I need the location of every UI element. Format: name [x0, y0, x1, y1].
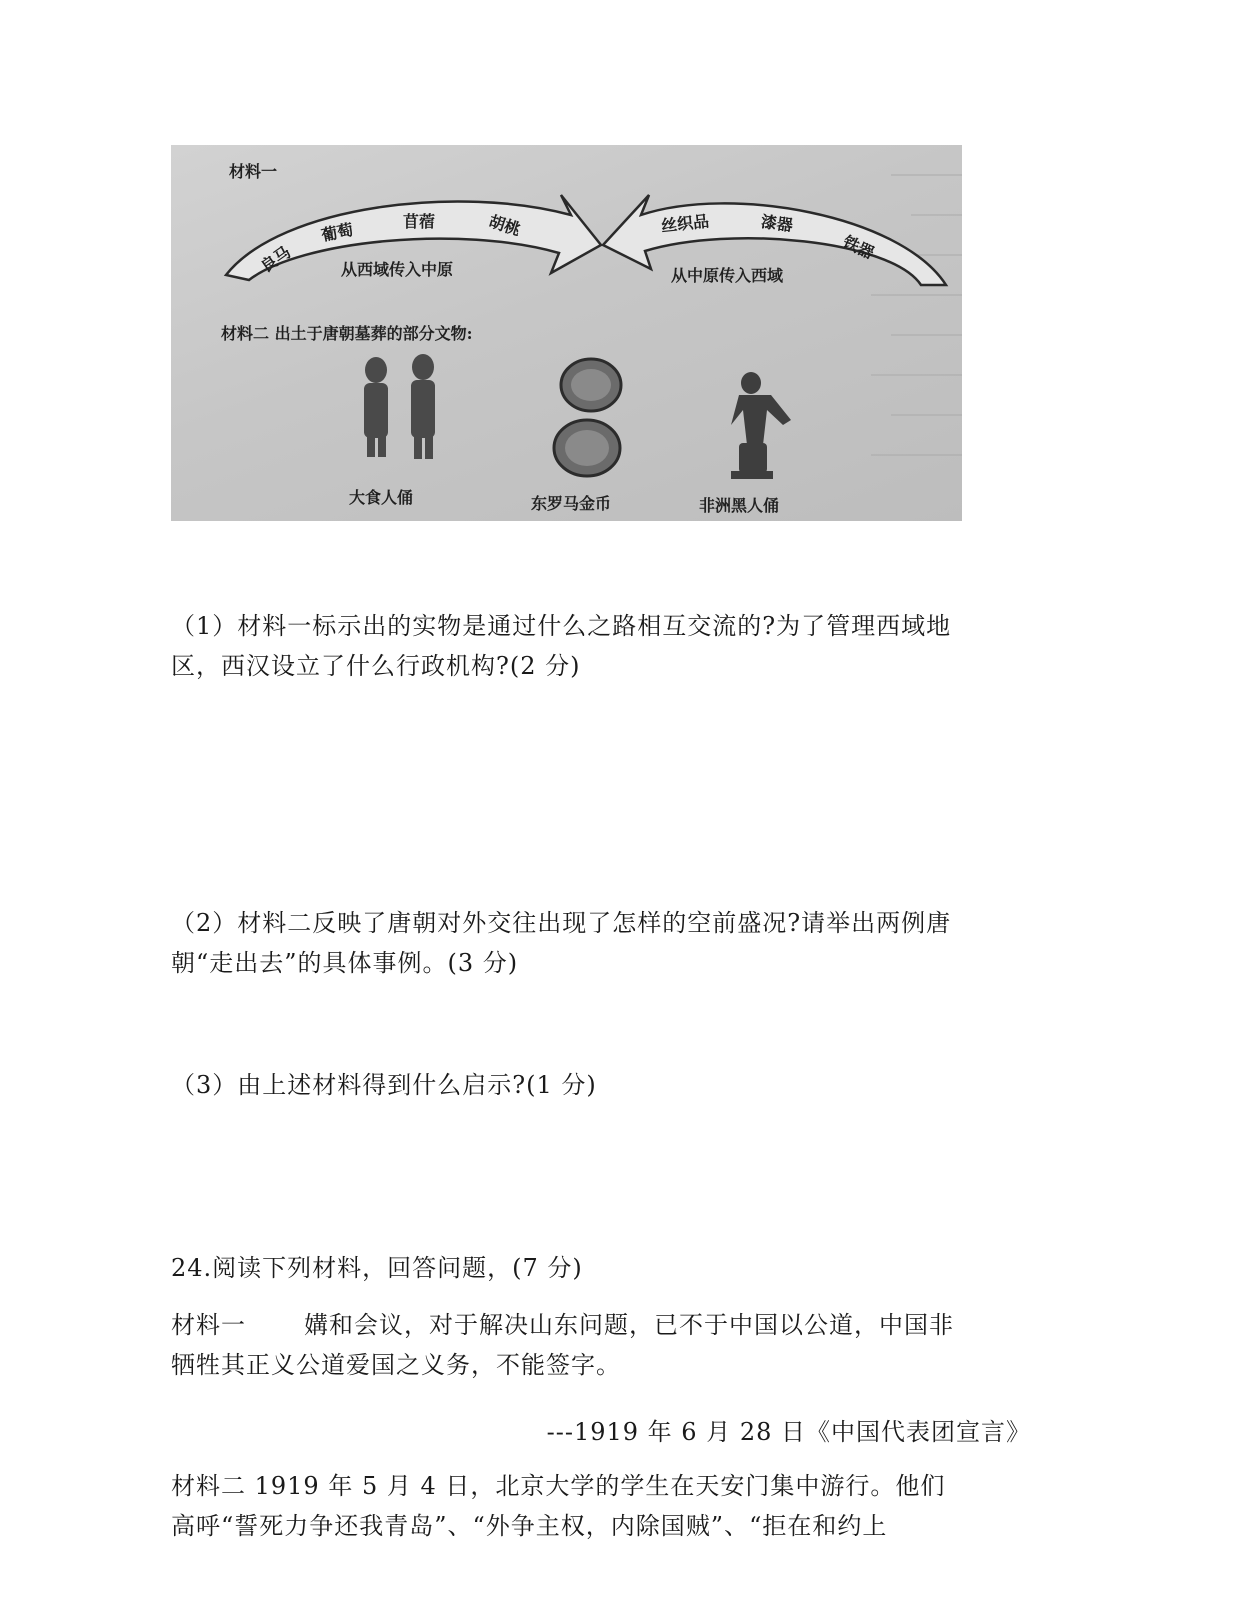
q24-title: 24.阅读下列材料，回答问题，(7 分): [171, 1254, 583, 1282]
question-line: 朝“走出去”的具体事例。(3 分): [171, 949, 519, 977]
left-arc-item: 苜蓿: [403, 212, 436, 231]
arab-figurines: [364, 354, 435, 459]
question-1: [171, 606, 1051, 686]
byzantine-coins: [554, 359, 621, 476]
question-line: （2）材料二反映了唐朝对外交往出现了怎样的空前盛况?请举出两例唐: [171, 909, 952, 937]
question-2: [171, 903, 1051, 983]
right-arc-item: 丝织品: [660, 211, 710, 236]
right-arc-caption: 从中原传入西域: [671, 266, 784, 285]
left-arc-item: 胡桃: [486, 211, 523, 240]
material2-label: 材料二 出土于唐朝墓葬的部分文物:: [221, 324, 473, 343]
q24-material2: [171, 1466, 1051, 1546]
q24-material1-source: ---1919 年 6 月 28 日《中国代表团宣言》: [546, 1418, 1031, 1446]
q24-material1: [171, 1305, 1051, 1385]
material-photo: [171, 145, 962, 521]
left-arc-caption: 从西域传入中原: [341, 260, 454, 279]
q24-material2-line2: 高呼“誓死力争还我青岛”、“外争主权，内除国贼”、“拒在和约上: [171, 1512, 888, 1540]
question-line: （1）材料一标示出的实物是通过什么之路相互交流的?为了管理西域地: [171, 612, 952, 640]
left-arc-item: 良马: [257, 242, 295, 277]
question-3: [171, 1065, 1051, 1105]
question-line: 区，西汉设立了什么行政机构?(2 分): [171, 652, 581, 680]
right-arc-item: 铁器: [840, 232, 878, 263]
q24-material1-label: 材料一: [171, 1311, 246, 1339]
q24-material2-line1: 材料二 1919 年 5 月 4 日，北京大学的学生在天安门集中游行。他们: [171, 1472, 946, 1500]
caption-african-figurine: 非洲黑人俑: [699, 496, 780, 515]
caption-arab-figurine: 大食人俑: [349, 488, 414, 507]
q24-material1-line1: 媾和会议，对于解决山东问题，已不于中国以公道，中国非: [304, 1311, 954, 1339]
left-arc-item: 葡萄: [319, 219, 355, 246]
material1-label: 材料一: [229, 162, 278, 181]
right-arc-item: 漆器: [759, 211, 795, 236]
caption-byzantine-coin: 东罗马金币: [531, 494, 612, 513]
african-figurine: [731, 372, 791, 479]
q24-material1-line2: 牺牲其正义公道爱国之义务，不能签字。: [171, 1351, 621, 1379]
question-line: （3）由上述材料得到什么启示?(1 分): [171, 1071, 597, 1099]
